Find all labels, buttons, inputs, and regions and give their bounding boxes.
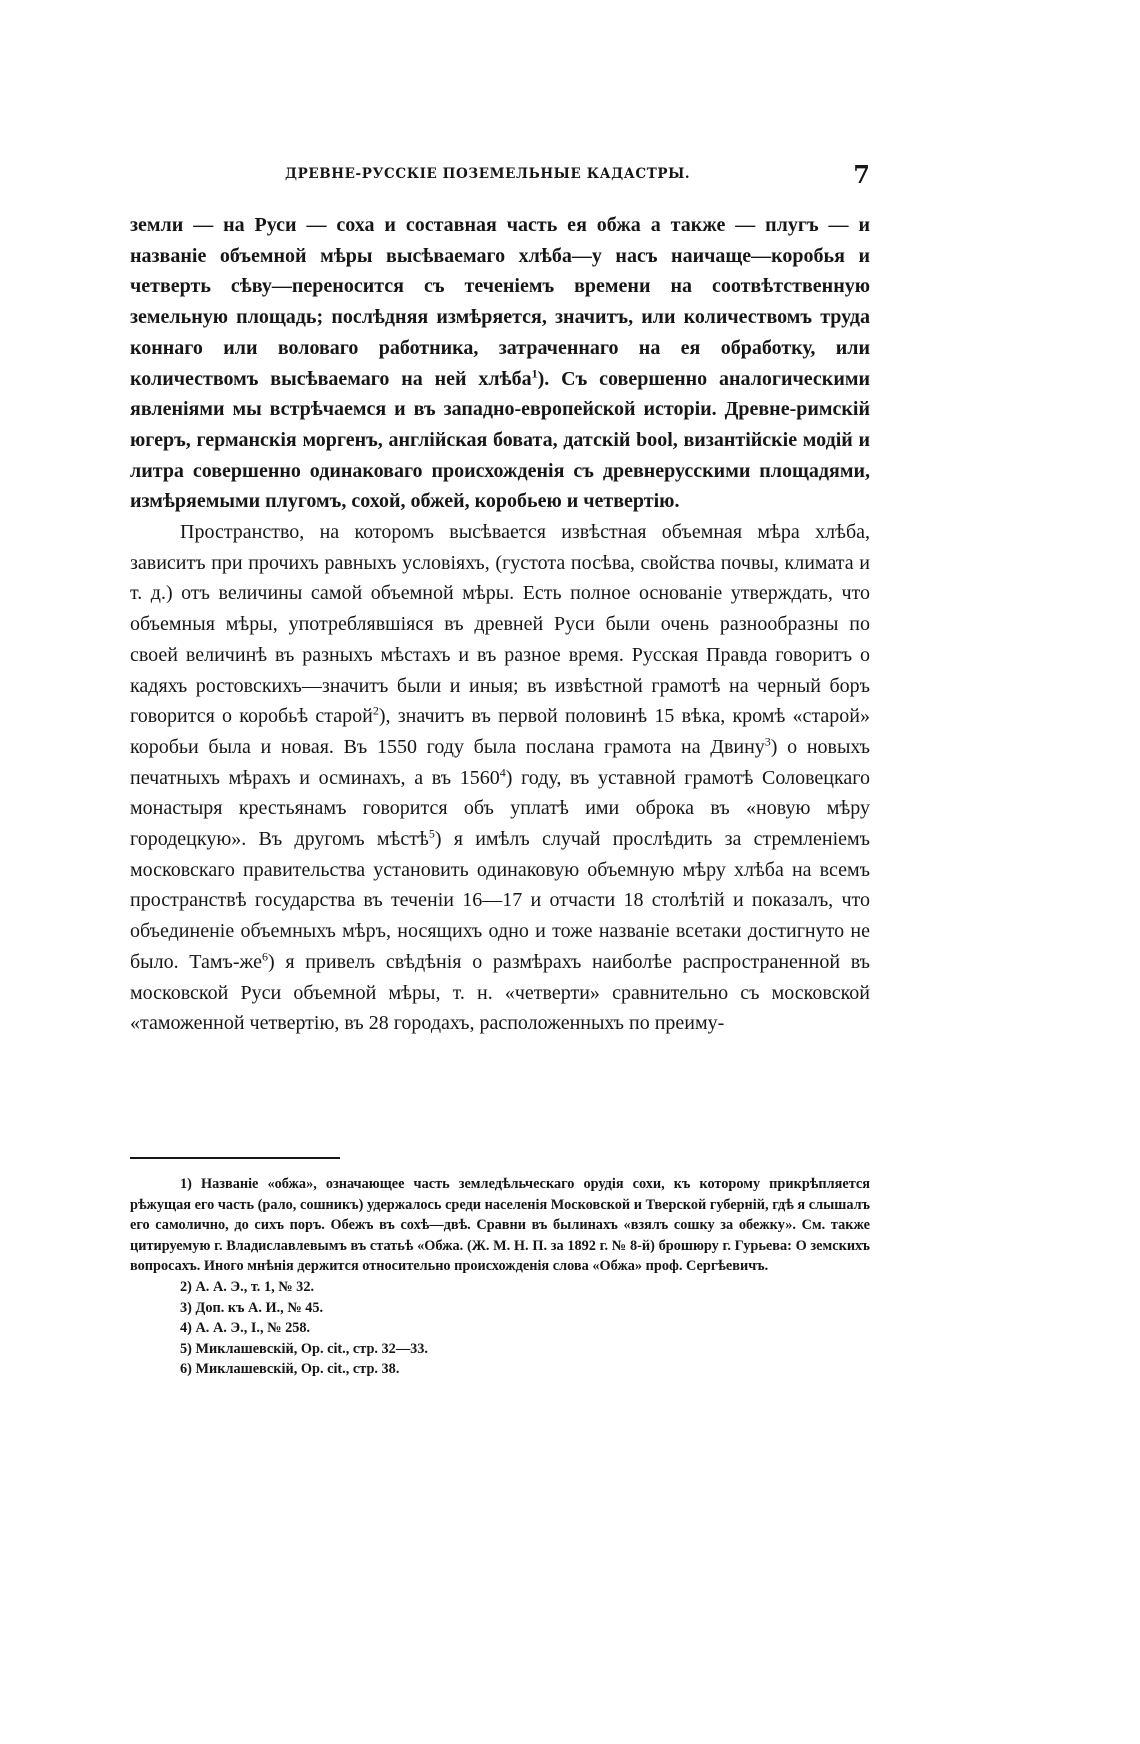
paragraph-2-text-e: ) я имѣлъ случай прослѣдить за стремленіемъ московскаго правительства установить одинаковую объемную мѣру хлѣба на всемъ пространствѣ государства въ теченіи 16—17 и отчасти 18 столѣтій и показалъ, что объединеніе объемныхъ мѣръ, носящихъ одно и тоже названіе всетаки достигнуто не было. Тамъ-же <box>130 828 870 973</box>
footnote-ref-5: 5 <box>428 826 435 841</box>
paragraph-1-text-a: земли — на Руси — соха и составная часть ея обжа а также — плугъ — и названіе объемной мѣры высѣваемаго хлѣба—у насъ наичаще—коробья и четверть сѣву—переносится съ теченіемъ времени на соотвѣтственную земельную площадь; послѣдняя измѣряется, значитъ, или количествомъ труда коннаго или воловаго работника, затраченнаго на ея обработку, или количествомъ высѣваемаго на ней хлѣба <box>130 214 870 390</box>
main-text <box>130 210 870 1039</box>
footnote-ref-1: 1 <box>531 365 538 380</box>
footnote-3: 3) Доп. къ А. И., № 45. <box>180 1299 324 1316</box>
paragraph-1 <box>130 210 870 517</box>
paragraph-2-text-a: Пространство, на которомъ высѣвается извѣстная объемная мѣра хлѣба, зависитъ при прочихъ равныхъ условіяхъ, (густота посѣва, свойства почвы, климата и т. д.) отъ величины самой объемной мѣры. Есть полное основаніе утверждать, что объемныя мѣры, употреблявшіяся въ древней Руси были очень разнообразны по своей величинѣ въ разныхъ мѣстахъ и въ разное время. Русская Правда говоритъ о кадяхъ ростовскихъ—значитъ были и иныя; въ извѣстной грамотѣ на черный боръ говорится о коробьѣ старой <box>130 521 870 728</box>
running-title: ДРЕВНЕ-РУССКІЕ ПОЗЕМЕЛЬНЫЕ КАДАСТРЫ. <box>285 166 691 182</box>
paragraph-2-text-f: ) я привелъ свѣдѣнія о размѣрахъ наиболѣе распространенной въ московской Руси объемной мѣры, т. н. «четверти» сравнительно съ московской «таможенной четвертію, въ 28 городахъ, расположенныхъ по преиму- <box>130 950 870 1035</box>
paragraph-2-text-b: ), значитъ въ первой половинѣ 15 вѣка, кромѣ «старой» коробьи была и новая. Въ 1550 году была послана грамота на Двину <box>130 705 871 758</box>
paragraph-2-text-d: ) году, въ уставной грамотѣ Соловецкаго монастыря крестьянамъ говорится объ уплатѣ ими оброка въ «новую мѣру городецкую». Въ другомъ мѣстѣ <box>130 766 870 851</box>
footnote-2: 2) А. А. Э., т. 1, № 32. <box>180 1278 315 1295</box>
footnote-ref-2: 2 <box>372 703 379 718</box>
footnote-6: 6) Миклашевскій, Op. cit., стр. 38. <box>180 1361 400 1378</box>
footnote-ref-3: 3 <box>764 734 771 749</box>
page-header <box>130 160 870 190</box>
footnote-ref-6: 6 <box>261 949 268 964</box>
page-number: 7 <box>853 160 870 189</box>
paragraph-2 <box>130 517 870 1039</box>
footnote-1: 1) Названіе «обжа», означающее часть земледѣльческаго орудія сохи, къ которому прикрѣпляется рѣжущая его часть (рало, сошникъ) удержалось среди населенія Московской и Тверской губерній, гдѣ я слышалъ его самолично, до сихъ поръ. Обежъ въ сохѣ—двѣ. Сравни въ былинахъ «взялъ сошку за обежку». См. также цитируемую г. Владиславлевымъ въ статьѣ «Обжа. (Ж. М. Н. П. за 1892 г. № 8-й) брошюру г. Гурьева: О земскихъ вопросахъ. Иного мнѣнія держится относительно происхожденія слова «Обжа» проф. Сергѣевичъ. <box>130 1176 870 1275</box>
paragraph-1-text-b: ). Съ совершенно аналогическими явленіями мы встрѣчаемся и въ западно-европейской исторіи. Древне-римскій югеръ, германскія моргенъ, англійская бовата, датскій bool, византійскіе модій и литра совершенно одинаковаго происхожденія съ древнерусскими площадями, измѣряемыми плугомъ, сохой, обжей, коробьею и четвертію. <box>130 367 870 513</box>
paragraph-2-text-c: ) о новыхъ печатныхъ мѣрахъ и осминахъ, а въ 1560 <box>130 735 870 789</box>
footnote-ref-4: 4 <box>499 765 506 779</box>
footnote-5: 5) Миклашевскій, Op. cit., стр. 32—33. <box>180 1340 429 1357</box>
footnotes <box>130 1174 870 1380</box>
footnote-4: 4) А. А. Э., I., № 258. <box>180 1320 311 1337</box>
footnote-separator <box>130 1157 340 1159</box>
